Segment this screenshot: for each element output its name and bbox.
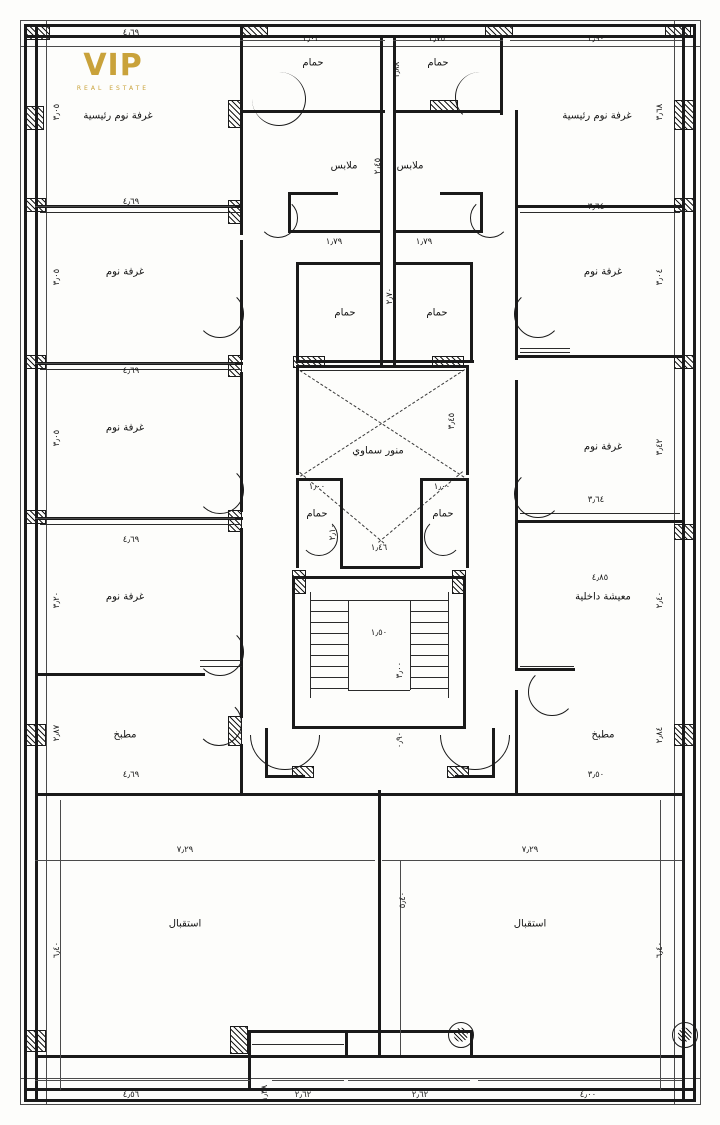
room-label-bathroom-low-right: حمام	[432, 508, 454, 520]
wall-closet-top-l	[288, 192, 338, 195]
lobby-wall-bottom-l	[265, 775, 305, 778]
wall-right-ledge2	[520, 348, 570, 349]
wall-lowbath-left-top	[296, 478, 342, 481]
dim-v-right-640: ٦٫٤٠	[655, 941, 665, 959]
dim-v-left-305-c: ٣٫٠٥	[52, 429, 62, 447]
dim-v-well-345: ٣٫٤٥	[447, 412, 457, 430]
frame-dim-bottom	[20, 1104, 700, 1105]
dimline-bottom-2	[272, 1080, 344, 1081]
wall-closet-bottom-l	[288, 230, 383, 233]
wall-closet-bottom-r	[393, 230, 483, 233]
dim-v-bath-210: ٢٫١٠	[328, 523, 338, 541]
wall-right-corridor1	[515, 110, 518, 206]
lightwell-right	[466, 365, 469, 475]
wall-left-row4	[35, 673, 205, 676]
lightwell-top	[296, 365, 468, 368]
column-t3	[665, 24, 691, 38]
dimline-recep	[35, 860, 375, 861]
stair-core-top	[348, 600, 410, 601]
wall-left-corridor5	[240, 744, 243, 794]
lightwell-left	[296, 365, 299, 475]
dimline-recep-r	[382, 860, 682, 861]
wall-right-row2	[515, 355, 682, 358]
room-label-bathroom-top-right: حمام	[427, 57, 449, 69]
wall-top-right-vert	[500, 35, 503, 115]
dim-right-485: ٤٫٨٥	[591, 573, 609, 583]
dim-v-stair-300: ٣٫٠٠	[395, 661, 405, 679]
door-lowbath-right	[424, 518, 462, 556]
dim-center-150: ١٫٥٠	[370, 628, 388, 638]
entry-slab	[248, 1030, 473, 1033]
door-bath-mid-right	[470, 198, 510, 238]
dim-bottom-456: ٤٫٥٦	[122, 1090, 140, 1100]
exterior-wall-right	[693, 24, 696, 1102]
room-label-inner-living: معيشة داخلية	[575, 591, 631, 603]
dim-top-275: ٢٫٧٥	[428, 34, 446, 44]
wall-right-ledge3	[520, 352, 570, 353]
stair-tread-3	[310, 622, 348, 623]
dim-bottom-138: ١٫٣٨	[260, 1084, 270, 1102]
dim-v-right-368: ٣٫٦٨	[655, 103, 665, 121]
dim-top-469: ٤٫٦٩	[122, 28, 140, 38]
exterior-wall-top	[24, 24, 696, 27]
column-r4	[674, 524, 696, 540]
wall-lowbath-left-out	[296, 478, 299, 568]
dim-center-100-a: ١٫٠٠	[308, 482, 326, 492]
dim-center-100-b: ١٫٠٠	[433, 482, 451, 492]
dim-recep-729-left: ٧٫٢٩	[176, 845, 194, 855]
room-label-reception-left: استقبال	[168, 918, 202, 930]
dim-v-right-240: ٢٫٤٠	[655, 591, 665, 609]
dim-v-right-284: ٢٫٨٤	[655, 726, 665, 744]
wall-left-corridor2	[240, 240, 243, 360]
lobby-wall-bottom-r	[455, 775, 493, 778]
dimline-bottom-4	[478, 1080, 682, 1081]
room-label-bedroom-left-2: غرفة نوم	[105, 422, 145, 434]
wall-right-corridor4	[515, 520, 518, 670]
frame-dim-left	[20, 20, 21, 1105]
room-label-bedroom-right-2: غرفة نوم	[583, 441, 623, 453]
stair-tread-r9	[410, 688, 448, 689]
entry-wall-2	[345, 1030, 348, 1058]
reception-bottom-wall	[35, 1055, 682, 1058]
wall-lowbath-right-out	[466, 478, 469, 568]
exterior-wall-left-inner	[35, 24, 38, 1102]
wall-right-ledge1	[520, 212, 680, 213]
room-label-kitchen-left: مطبخ	[113, 729, 137, 741]
stair-tread-7	[310, 666, 348, 667]
door-bedroom-l3	[196, 628, 244, 676]
stair-tread-r8	[410, 677, 448, 678]
exterior-wall-left	[24, 24, 27, 1102]
dim-bottom-400: ٤٫٠٠	[579, 1090, 597, 1100]
dim-v-left-320: ٣٫٢٠	[52, 591, 62, 609]
wall-midbath-top-l	[296, 262, 382, 265]
stair-tread-9	[310, 688, 348, 689]
reception-divider	[378, 790, 381, 1058]
stair-wall-right	[463, 576, 466, 728]
room-label-master-bedroom-left: غرفة نوم رئيسية	[83, 110, 153, 122]
column-t2	[485, 24, 513, 38]
dim-v-left-287: ٢٫٨٧	[52, 724, 62, 742]
dimline-center-v	[400, 860, 401, 1055]
wall-closet-top-r	[440, 192, 483, 195]
room-label-light-well: منور سماوي	[352, 445, 404, 457]
wall-right-row3	[515, 520, 682, 523]
frame-dim-bottom2	[20, 1078, 700, 1079]
entry-column-round	[448, 1022, 474, 1048]
dim-v-bath-270: ٢٫٧٠	[385, 287, 395, 305]
stair-tread-1	[310, 600, 348, 601]
dimline-bottom-1	[35, 1080, 250, 1081]
door-bedroom-r1	[514, 290, 562, 338]
wall-left-corridor	[240, 130, 243, 235]
wall-lowbath-left-in	[340, 478, 343, 568]
dim-v-recep-540: ٥٫٤٠	[398, 891, 408, 909]
room-label-bathroom-mid-right: حمام	[426, 307, 448, 319]
stair-outer-r	[448, 592, 449, 698]
dim-top-390: ٣٫٩٠	[587, 34, 605, 44]
stair-tread-r5	[410, 644, 448, 645]
dim-v-left-305: ٣٫٠٥	[52, 103, 62, 121]
wall-left-inner-ledge1	[40, 212, 240, 213]
column-tl	[24, 24, 50, 40]
dim-left-469-b: ٤٫٦٩	[122, 366, 140, 376]
column-tl2	[24, 106, 44, 130]
door-kitchen-right	[528, 668, 576, 716]
room-label-master-bedroom-right: غرفة نوم رئيسية	[562, 110, 632, 122]
door-master-right	[455, 72, 505, 122]
wall-midbath-bottom	[296, 360, 474, 363]
wall-lowbath-right-in	[420, 478, 423, 568]
column-bot1	[230, 1026, 248, 1054]
column-r5	[674, 724, 696, 746]
room-label-bedroom-right-1: غرفة نوم	[583, 266, 623, 278]
stair-tread-r1	[410, 600, 448, 601]
wall-left-corridor4	[240, 528, 243, 718]
lobby-arc-right	[440, 700, 510, 770]
room-label-bathroom-top-left: حمام	[302, 57, 324, 69]
stair-wall-top	[292, 576, 466, 579]
dim-v-right-342: ٣٫٤٢	[655, 438, 665, 456]
dim-left-469-d: ٤٫٦٩	[122, 770, 140, 780]
wall-top-bath-bottom-r	[393, 110, 503, 113]
dim-v-corr-090: ٠٫٩٠	[395, 731, 405, 749]
dim-center-179-a: ١٫٧٩	[325, 237, 343, 247]
column-l4	[24, 724, 46, 746]
frame-dim-top2	[20, 46, 700, 47]
dim-right-364-b: ٣٫٦٤	[587, 495, 605, 505]
dim-left-469-c: ٤٫٦٩	[122, 535, 140, 545]
door-master-left	[252, 72, 306, 126]
stair-tread-r6	[410, 655, 448, 656]
lightwell-ledge-top	[300, 370, 464, 371]
dim-recep-729-right: ٧٫٢٩	[521, 845, 539, 855]
dimline-left-3	[35, 518, 235, 519]
stair-wall-bottom	[292, 726, 466, 729]
dimline-bottom-3	[348, 1080, 470, 1081]
wall-top-center-vert	[380, 35, 383, 365]
lobby-arc-left	[250, 700, 320, 770]
frame-dim-right	[700, 20, 701, 1105]
room-label-bedroom-left-1: غرفة نوم	[105, 266, 145, 278]
wall-right-corridor2	[515, 205, 518, 360]
stair-tread-5	[310, 644, 348, 645]
wall-top-center-vert2	[393, 35, 396, 365]
wall-midbath-right	[470, 262, 473, 362]
column-t1	[240, 24, 268, 38]
exterior-wall-right-inner	[682, 24, 685, 1102]
dim-center-179-b: ١٫٧٩	[415, 237, 433, 247]
stair-tread-8	[310, 677, 348, 678]
dim-v-top-188: ١٫٨٨	[392, 61, 402, 79]
dimline-left-2	[35, 363, 235, 364]
stair-outer-l	[310, 592, 311, 698]
wall-left-inner-ledge2	[40, 369, 240, 370]
stair-core-left	[348, 600, 349, 690]
stair-wall-left	[292, 576, 295, 728]
room-label-bedroom-left-3: غرفة نوم	[105, 591, 145, 603]
wall-right-ledge5	[520, 666, 574, 667]
dim-top-302: ٣٫٠٢	[302, 34, 320, 44]
room-label-closet-left: ملابس	[330, 160, 358, 172]
dim-v-left-305-b: ٣٫٠٥	[52, 268, 62, 286]
room-label-reception-right: استقبال	[513, 918, 547, 930]
stair-tread-r2	[410, 611, 448, 612]
room-label-kitchen-right: مطبخ	[591, 729, 615, 741]
wall-right-corridor5	[515, 690, 518, 794]
frame-dim-right2	[674, 20, 675, 1105]
dim-v-left-640: ٦٫٤٠	[52, 941, 62, 959]
dim-center-146: ١٫٤٦	[370, 543, 388, 553]
dim-v-right-304: ٣٫٠٤	[655, 268, 665, 286]
stair-tread-r4	[410, 633, 448, 634]
door-bedroom-r2	[514, 470, 562, 518]
stair-tread-6	[310, 655, 348, 656]
dim-bottom-262-a: ٢٫٦٢	[294, 1090, 312, 1100]
door-bedroom-l2	[196, 466, 244, 514]
dim-right-350: ٣٫٥٠	[587, 770, 605, 780]
column-l5	[24, 1030, 46, 1052]
dim-bottom-262-b: ٢٫٦٢	[411, 1090, 429, 1100]
wall-midbath-left	[296, 262, 299, 362]
dimline-top-b	[393, 40, 503, 41]
stair-tread-r3	[410, 622, 448, 623]
wall-left-inner-ledge3	[40, 524, 240, 525]
frame-dim-left2	[46, 20, 47, 1105]
stair-tread-r7	[410, 666, 448, 667]
corner-column-round	[672, 1022, 698, 1048]
wall-right-row4	[515, 668, 575, 671]
room-label-bathroom-low-left: حمام	[306, 508, 328, 520]
reception-top-wall-l	[35, 793, 380, 796]
dim-v-closet-245: ٢٫٤٥	[373, 157, 383, 175]
door-kitchen-left	[196, 700, 242, 746]
logo-subtitle: REAL ESTATE	[76, 85, 150, 92]
stair-tread-2	[310, 611, 348, 612]
wall-midbath-top-r	[393, 262, 473, 265]
column-r1	[674, 100, 696, 130]
door-bedroom-l1	[196, 290, 244, 338]
door-bath-mid-left	[258, 198, 298, 238]
wall-lowbath-right-top	[420, 478, 468, 481]
room-label-closet-right: ملابس	[396, 160, 424, 172]
frame-dim-top	[20, 20, 700, 21]
stair-core-bottom	[348, 690, 410, 691]
entry-step	[252, 1044, 344, 1045]
logo-mark: VIP	[83, 48, 143, 83]
stair-tread-4	[310, 633, 348, 634]
dim-right-364-a: ٣٫٦٤	[587, 202, 605, 212]
dim-left-469-a: ٤٫٦٩	[122, 197, 140, 207]
room-label-bathroom-mid-left: حمام	[334, 307, 356, 319]
lightwell-bottom	[340, 566, 420, 569]
reception-top-wall-r	[380, 793, 682, 796]
